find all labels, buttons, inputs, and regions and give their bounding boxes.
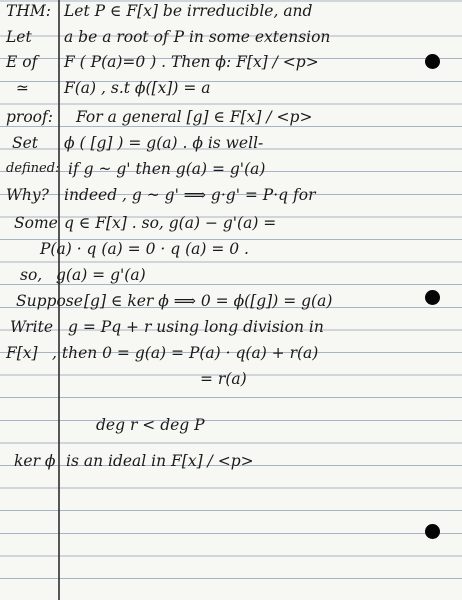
margin-note: proof: [6, 108, 53, 126]
line-text: Let P ∈ F[x] be irreducible, and [64, 2, 313, 20]
line-text: indeed , g ~ g' ⟹ g·g' = P·q for [64, 186, 316, 204]
line-text: deg r < deg P [96, 416, 205, 434]
margin-note: defined: [6, 161, 60, 176]
margin-note: Let [6, 28, 32, 46]
line-text: , then 0 = g(a) = P(a) · q(a) + r(a) [52, 344, 319, 362]
margin-note: THM: [6, 2, 51, 20]
line-text: g(a) = g'(a) [56, 266, 146, 284]
line-text: P(a) · q (a) = 0 · q (a) = 0 . [40, 240, 249, 258]
margin-note: so, [20, 266, 43, 284]
binder-hole [425, 54, 440, 69]
line-text: For a general [g] ∈ F[x] / <p> [76, 108, 313, 126]
margin-note: Write [10, 318, 54, 336]
line-text: F ( P(a)=0 ) . Then ϕ: F[x] / <p> [64, 53, 319, 71]
line-text: q ∈ F[x] . so, g(a) − g'(a) = [64, 214, 277, 232]
margin-note: Why? [6, 186, 49, 204]
margin-note: Suppose [16, 292, 83, 310]
binder-hole [425, 290, 440, 305]
margin-note: ≃ [16, 79, 29, 97]
line-text: ϕ ( [g] ) = g(a) . ϕ is well- [64, 134, 264, 152]
line-text: = r(a) [200, 370, 247, 388]
margin-note: ker ϕ [14, 452, 56, 470]
margin-note: Set [12, 134, 39, 152]
line-text: [g] ∈ ker ϕ ⟹ 0 = ϕ([g]) = g(a) [84, 292, 333, 310]
margin-note: E of [6, 53, 38, 71]
margin-note: F[x] [6, 344, 38, 362]
line-text: F(a) , s.t ϕ([x]) = a [64, 79, 211, 97]
margin-note: Some [14, 214, 58, 232]
line-text: if g ~ g' then g(a) = g'(a) [68, 160, 266, 178]
line-text: is an ideal in F[x] / <p> [66, 452, 254, 470]
binder-hole [425, 524, 440, 539]
line-text: g = Pq + r using long division in [68, 318, 324, 336]
line-text: a be a root of P in some extension [64, 28, 331, 46]
